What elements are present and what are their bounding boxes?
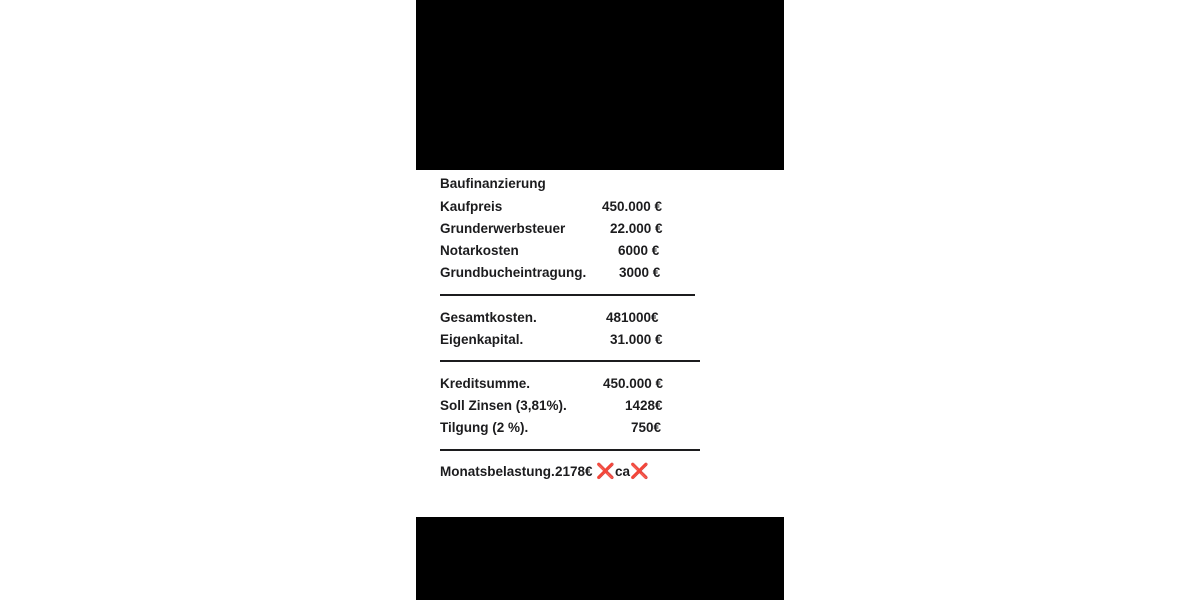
row-value: 3000 €	[619, 265, 661, 280]
note-content	[416, 170, 784, 517]
row-label: Monatsbelastung.	[440, 464, 555, 479]
row-label: Grunderwerbsteuer	[440, 221, 566, 236]
cost-row-kreditsumme	[440, 374, 680, 394]
divider-line	[440, 294, 695, 296]
row-label: Tilgung (2 %).	[440, 420, 529, 435]
row-label: Eigenkapital.	[440, 332, 524, 347]
divider-line	[440, 449, 700, 451]
row-label: Gesamtkosten.	[440, 310, 537, 325]
image-frame	[416, 0, 784, 600]
cross-mark-icon: ❌	[596, 463, 615, 480]
divider-line	[440, 360, 700, 362]
cost-row-grundbucheintragung	[440, 263, 680, 283]
row-value: 481000€	[606, 310, 659, 325]
black-bar-bottom	[416, 517, 784, 600]
row-value: 22.000 €	[610, 221, 663, 236]
row-value: 2178€	[555, 464, 593, 479]
row-label: Kaufpreis	[440, 199, 503, 214]
cross-mark-icon: ❌	[630, 463, 649, 480]
cost-row-soll-zinsen	[440, 396, 680, 416]
cost-row-notarkosten	[440, 241, 680, 261]
cost-row-tilgung	[440, 418, 680, 438]
row-label: Soll Zinsen (3,81%).	[440, 398, 567, 413]
row-value: 6000 €	[618, 243, 660, 258]
cost-row-kaufpreis	[440, 197, 680, 217]
row-value: 750€	[631, 420, 662, 435]
row-label: Kreditsumme.	[440, 376, 531, 391]
row-value: 450.000 €	[603, 376, 664, 391]
result-row-monatsbelastung	[440, 462, 680, 482]
row-value: 31.000 €	[610, 332, 663, 347]
cost-row-grunderwerbsteuer	[440, 219, 680, 239]
cost-row-eigenkapital	[440, 330, 680, 350]
result-value-group	[555, 462, 649, 482]
row-value: 450.000 €	[602, 199, 663, 214]
row-label: Grundbucheintragung.	[440, 265, 587, 280]
black-bar-top	[416, 0, 784, 170]
approx-text: ca	[615, 464, 631, 479]
row-label: Notarkosten	[440, 243, 519, 258]
note-title: Baufinanzierung	[440, 176, 546, 191]
cost-row-gesamtkosten	[440, 308, 680, 328]
row-value: 1428€	[625, 398, 663, 413]
